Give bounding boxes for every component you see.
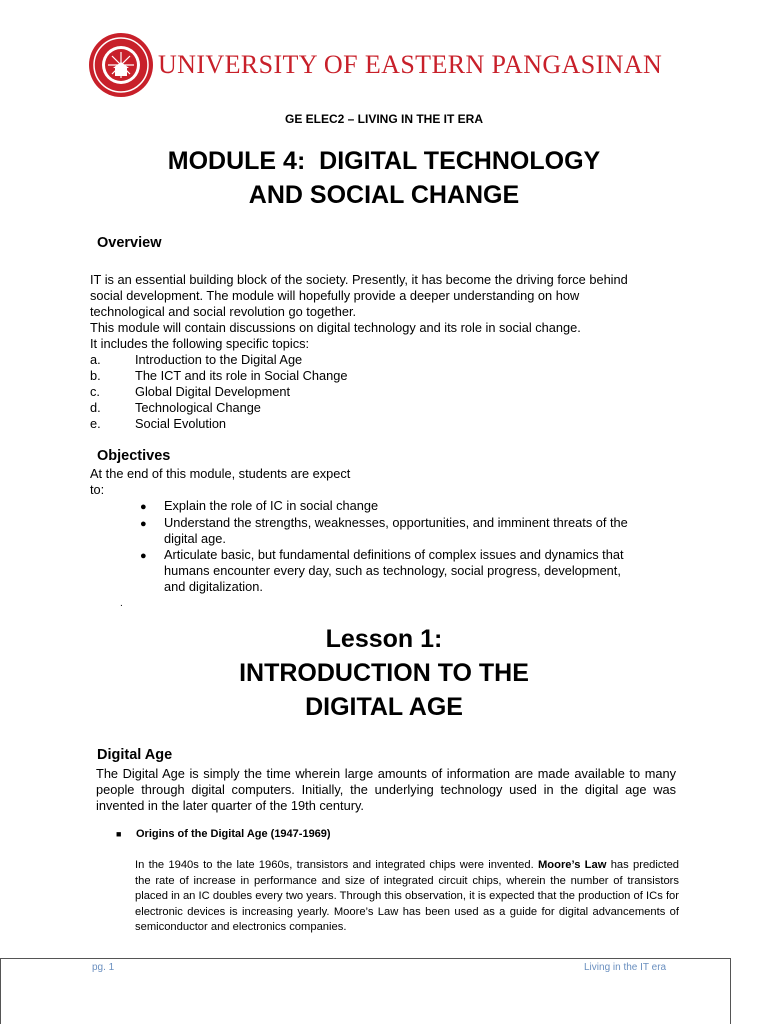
topic-text: Introduction to the Digital Age (135, 352, 303, 367)
topic-letter: e. (90, 416, 101, 431)
overview-line: It includes the following specific topics: (90, 336, 310, 351)
stray-mark: . (120, 598, 123, 609)
footer-left-border (0, 958, 1, 1024)
topic-text: Social Evolution (135, 416, 227, 431)
overview-body (90, 272, 690, 432)
topic-text: Technological Change (135, 400, 261, 415)
bullet-icon: ● (140, 550, 147, 562)
objectives-intro-line: At the end of this module, students are expect (90, 466, 351, 481)
objective-line: digital age. (164, 531, 226, 546)
origins-heading-text: Origins of the Digital Age (1947-1969) (136, 828, 331, 840)
moores-law-term: Moore’s Law (537, 859, 607, 871)
overview-line: social development. The module will hopefully provide a deeper understanding on how (90, 288, 580, 303)
bullet-icon: ● (140, 501, 147, 513)
objective-item (140, 515, 680, 547)
topic-item (90, 352, 690, 368)
origins-text-after: has predicted the rate of increase in performance and size of integrated circuit chips, wherein the number of transistors placed in an IC doubles every two years. Through this observation, it is expected that the production of ICs for electronic devices is increasing yearly. Moore’s Law has been used as a guide for digital advancements of semiconductor and electronics companies. (135, 859, 680, 933)
objective-line: Articulate basic, but fundamental definitions of complex issues and dynamics that (164, 547, 624, 562)
university-name: UNIVERSITY OF EASTERN PANGASINAN (158, 50, 663, 79)
lesson-title-line-1: Lesson 1: (325, 625, 443, 653)
objective-line: Understand the strengths, weaknesses, opportunities, and imminent threats of the (164, 515, 628, 530)
topic-letter: d. (90, 400, 101, 415)
objective-item (140, 547, 680, 595)
university-header (88, 30, 688, 92)
origins-text-before: In the 1940s to the late 1960s, transistors and integrated chips were invented. (135, 859, 538, 871)
footer-divider (0, 958, 730, 959)
topic-item (90, 400, 690, 416)
origins-paragraph (135, 858, 679, 936)
digital-age-paragraph: The Digital Age is simply the time wherein large amounts of information are made available to many people through digital computers. Initially, the underlying technology used in the digital age was invented in the later quarter of the 19th century. (96, 766, 676, 813)
bullet-icon: ● (140, 518, 147, 530)
objective-item (140, 498, 680, 515)
topic-letter: c. (90, 384, 100, 399)
objectives-heading: Objectives (97, 448, 171, 464)
topic-letter: b. (90, 368, 101, 383)
overview-line: technological and social revolution go together. (90, 304, 357, 319)
footer-right-border (730, 958, 731, 1024)
overview-heading: Overview (97, 235, 162, 251)
objective-line: and digitalization. (164, 579, 263, 594)
origins-heading (116, 828, 331, 840)
topic-text: The ICT and its role in Social Change (135, 368, 348, 383)
footer-page-number: pg. 1 (92, 962, 115, 973)
topic-text: Global Digital Development (135, 384, 291, 399)
objectives-intro-line: to: (90, 482, 105, 497)
topic-item (90, 384, 690, 400)
square-bullet-icon: ■ (116, 829, 122, 839)
lesson-title-line-2: INTRODUCTION TO THE (239, 659, 529, 687)
topic-letter: a. (90, 352, 101, 367)
objective-line: Explain the role of IC in social change (164, 498, 379, 513)
module-title (0, 144, 768, 212)
footer-title: Living in the IT era (584, 962, 667, 973)
overview-line: IT is an essential building block of the society. Presently, it has become the driving force behind (90, 272, 628, 287)
module-title-line-1: MODULE 4: DIGITAL TECHNOLOGY (167, 147, 601, 175)
course-code: GE ELEC2 – LIVING IN THE IT ERA (284, 112, 484, 126)
objectives-intro (90, 466, 490, 498)
lesson-title (0, 622, 768, 724)
objectives-list (140, 498, 680, 595)
module-title-line-2: AND SOCIAL CHANGE (248, 181, 520, 209)
digital-age-heading: Digital Age (97, 747, 173, 763)
university-seal-logo (88, 32, 154, 98)
lesson-title-line-3: DIGITAL AGE (305, 693, 463, 721)
objective-line: humans encounter every day, such as technology, social progress, development, (164, 563, 621, 578)
topic-item (90, 368, 690, 384)
overview-line: This module will contain discussions on digital technology and its role in social change. (90, 320, 581, 335)
topic-item (90, 416, 690, 432)
